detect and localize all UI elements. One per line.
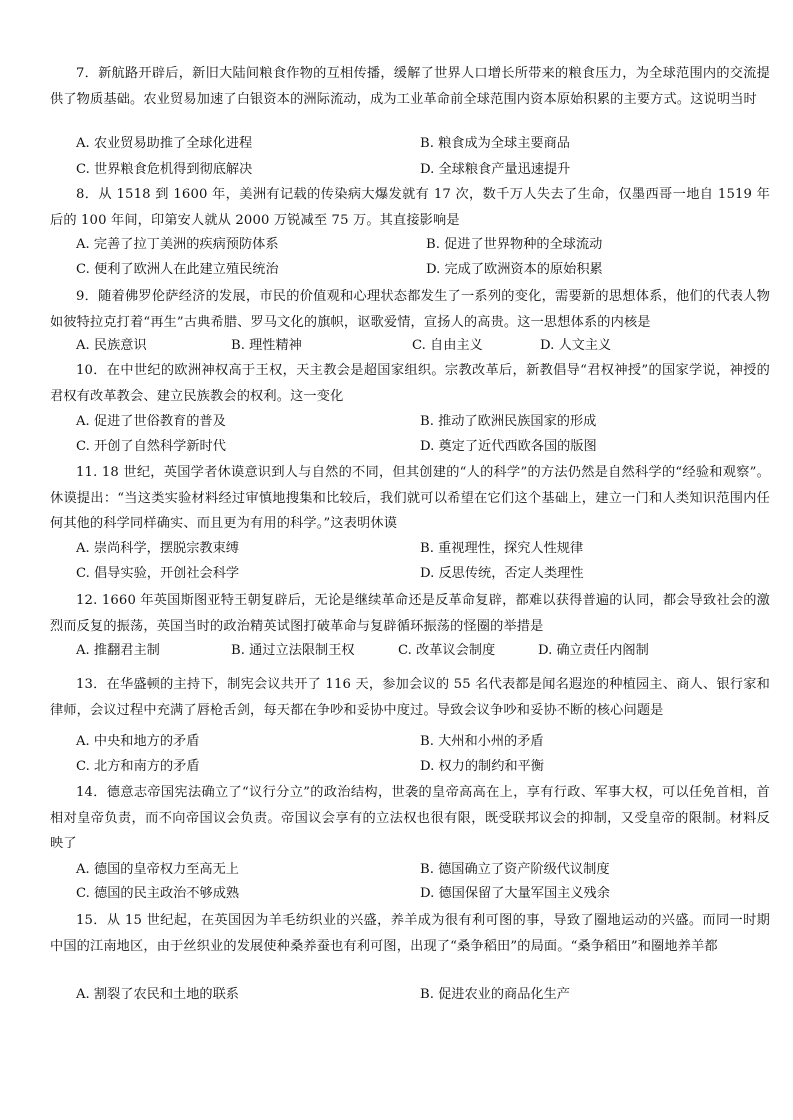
option-c[interactable]: C. 德国的民主政治不够成熟 <box>76 886 240 901</box>
option-d[interactable]: D. 确立责任内阁制 <box>538 643 649 658</box>
option-b[interactable]: B. 大州和小州的矛盾 <box>420 734 544 749</box>
option-d[interactable]: D. 完成了欧洲资本的原始积累 <box>426 262 603 277</box>
question-stem: 8．从 1518 到 1600 年，美洲有记载的传染病大爆发就有 17 次，数千万人失去了生命，仅墨西哥一地自 1519 年后的 100 年间，印第安人就从 2000 万锐减至 75 万。其直接影响是 <box>50 187 770 228</box>
option-a[interactable]: A. 完善了拉丁美洲的疾病预防体系 <box>76 237 279 252</box>
option-b[interactable]: B. 通过立法限制王权 <box>231 643 355 658</box>
option-d[interactable]: D. 人文主义 <box>540 338 612 353</box>
option-a[interactable]: A. 推翻君主制 <box>76 643 160 658</box>
question-stem: 15．从 15 世纪起，在英国因为羊毛纺织业的兴盛，养羊成为很有利可图的事，导致了圈地运动的兴盛。而同一时期中国的江南地区，由于丝织业的发展使种桑养蚕也有利可图，出现了“桑争稻田”的局面。“桑争稻田”和圈地养羊都 <box>50 913 770 954</box>
option-b[interactable]: B. 推动了欧洲民族国家的形成 <box>420 414 597 429</box>
option-a[interactable]: A. 崇尚科学，摆脱宗教束缚 <box>76 541 239 556</box>
question-stem: 12. 1660 年英国斯图亚特王朝复辟后，无论是继续革命还是反革命复辟，都难以获得普遍的认同，都会导致社会的激烈而反复的振荡，英国当时的政治精英试图打破革命与复辟循环振荡的怪圈的举措是 <box>50 593 770 634</box>
option-c[interactable]: C. 自由主义 <box>412 338 483 353</box>
question-stem: 14．德意志帝国宪法确立了“议行分立”的政治结构，世袭的皇帝高高在上，享有行政、军事大权，可以任免首相，首相对皇帝负责，而不向帝国议会负责。帝国议会享有的立法权也很有限，既受联邦议会的抑制，又受皇帝的限制。材料反映了 <box>50 785 770 851</box>
option-b[interactable]: B. 促进农业的商品化生产 <box>420 987 570 1002</box>
option-b[interactable]: B. 粮食成为全球主要商品 <box>420 136 570 151</box>
question-stem: 11. 18 世纪，英国学者休谟意识到人与自然的不同，但其创建的“人的科学”的方法仍然是自然科学的“经验和观察”。休谟提出：“当这类实验材料经过审慎地搜集和比较后，我们就可以希望在它们这个基础上，建立一门和人类知识范围内任何其他的科学同样确实、而且更为有用的科学。”这表明休谟 <box>50 465 770 531</box>
option-a[interactable]: A. 中央和地方的矛盾 <box>76 734 200 749</box>
question-stem: 7．新航路开辟后，新旧大陆间粮食作物的互相传播，缓解了世界人口增长所带来的粮食压力，为全球范围内的交流提供了物质基础。农业贸易加速了白银资本的洲际流动，成为工业革命前全球范围内资本原始积累的主要方式。这说明当时 <box>50 66 770 107</box>
option-d[interactable]: D. 权力的制约和平衡 <box>420 759 544 774</box>
option-a[interactable]: A. 民族意识 <box>76 338 147 353</box>
question-stem: 10．在中世纪的欧洲神权高于王权，天主教会是超国家组织。宗教改革后，新教倡导“君权神授”的国家学说，神授的君权有改革教会、建立民族教会的权利。这一变化 <box>50 363 770 404</box>
option-b[interactable]: B. 重视理性，探究人性规律 <box>420 541 584 556</box>
option-c[interactable]: C. 北方和南方的矛盾 <box>76 759 200 774</box>
option-a[interactable]: A. 促进了世俗教育的普及 <box>76 414 226 429</box>
option-d[interactable]: D. 德国保留了大量军国主义残余 <box>420 886 610 901</box>
option-a[interactable]: A. 割裂了农民和土地的联系 <box>76 987 239 1002</box>
option-d[interactable]: D. 全球粮食产量迅速提升 <box>420 162 571 177</box>
option-b[interactable]: B. 促进了世界物种的全球流动 <box>426 237 603 252</box>
option-c[interactable]: C. 便利了欧洲人在此建立殖民统治 <box>76 262 279 277</box>
option-b[interactable]: B. 理性精神 <box>231 338 302 353</box>
option-b[interactable]: B. 德国确立了资产阶级代议制度 <box>420 862 610 877</box>
option-d[interactable]: D. 奠定了近代西欧各国的版图 <box>420 439 597 454</box>
option-d[interactable]: D. 反思传统，否定人类理性 <box>420 566 584 581</box>
option-a[interactable]: A. 农业贸易助推了全球化进程 <box>76 136 253 151</box>
option-c[interactable]: C. 倡导实验，开创社会科学 <box>76 566 240 581</box>
option-a[interactable]: A. 德国的皇帝权力至高无上 <box>76 862 239 877</box>
option-c[interactable]: C. 开创了自然科学新时代 <box>76 439 226 454</box>
option-c[interactable]: C. 世界粮食危机得到彻底解决 <box>76 162 253 177</box>
question-stem: 13．在华盛顿的主持下，制宪会议共开了 116 天，参加会议的 55 名代表都是闻名遐迩的种植园主、商人、银行家和律师，会议过程中充满了唇枪舌剑，每天都在争吵和妥协中度过。导致会议争吵和妥协不断的核心问题是 <box>50 677 770 718</box>
question-stem: 9．随着佛罗伦萨经济的发展，市民的价值观和心理状态都发生了一系列的变化，需要新的思想体系，他们的代表人物如彼特拉克打着“再生”古典希腊、罗马文化的旗帜，讴歌爱情，宣扬人的高贵。这一思想体系的内核是 <box>50 289 770 330</box>
option-c[interactable]: C. 改革议会制度 <box>398 643 496 658</box>
